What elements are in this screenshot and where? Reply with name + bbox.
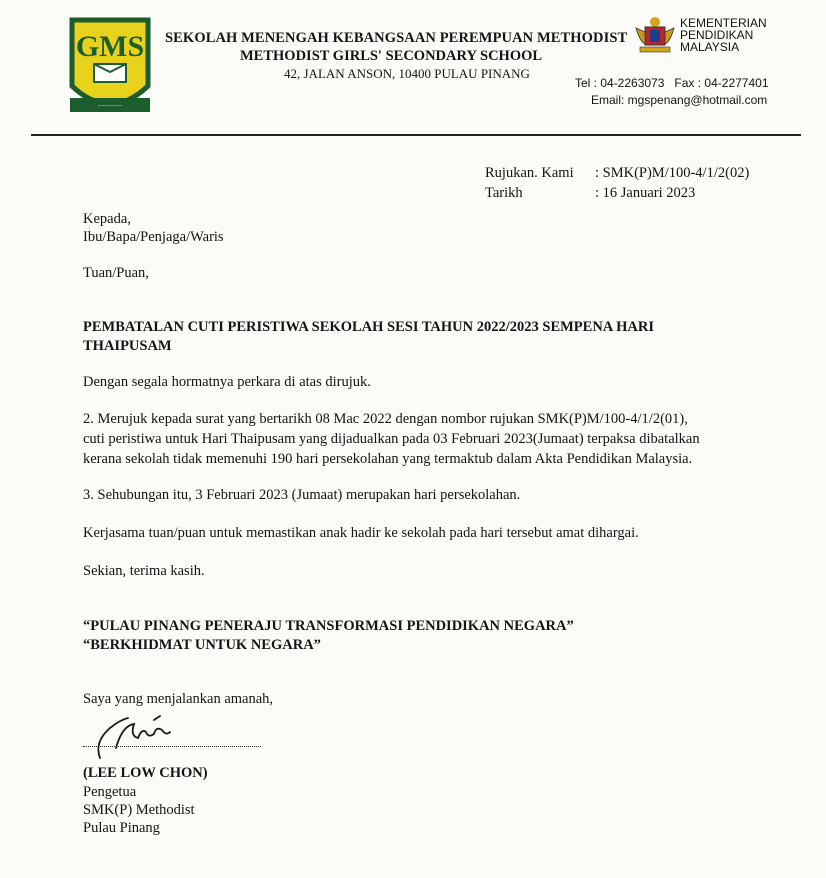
subject-line-2: THAIPUSAM [83, 338, 172, 354]
signature-line [83, 746, 261, 747]
svg-text:~~~~~~: ~~~~~~ [97, 103, 123, 110]
logo-letters: GMS [75, 30, 145, 63]
subject-line-1: PEMBATALAN CUTI PERISTIWA SEKOLAH SESI TAHUN 2022/2023 SEMPENA HARI [83, 319, 654, 335]
paragraph-4: Kerjasama tuan/puan untuk memastikan anak hadir ke sekolah pada hari tersebut amat dihargai. [83, 525, 639, 541]
header-divider [31, 134, 801, 136]
telephone-number: Tel : 04-2263073 [575, 76, 665, 90]
paragraph-2 [83, 409, 783, 469]
paragraph-3: 3. Sehubungan itu, 3 Februari 2023 (Jumaat) merupakan hari persekolahan. [83, 487, 521, 503]
opening-sentence: Dengan segala hormatnya perkara di atas dirujuk. [83, 374, 371, 390]
signatory-organization: SMK(P) Methodist [83, 802, 195, 818]
school-logo [64, 16, 156, 120]
ministry-line: PENDIDIKAN [680, 28, 754, 42]
date-value: : 16 Januari 2023 [595, 185, 696, 201]
paragraph-2-line: cuti peristiwa untuk Hari Thaipusam yang dijadualkan pada 03 Februari 2023(Jumaat) terpaksa dibatalkan [83, 431, 700, 447]
fax-number: Fax : 04-2277401 [674, 76, 769, 90]
handwritten-signature [90, 706, 200, 762]
signatory-title: Pengetua [83, 784, 137, 800]
signoff-intro: Saya yang menjalankan amanah, [83, 691, 274, 707]
paragraph-2-line: kerana sekolah tidak memenuhi 190 hari persekolahan yang termaktub dalam Akta Pendidikan Malaysia. [83, 451, 693, 467]
ministry-line: KEMENTERIAN [680, 16, 767, 30]
salutation: Tuan/Puan, [83, 265, 149, 281]
addressee-recipient: Ibu/Bapa/Penjaga/Waris [83, 229, 224, 245]
paragraph-2-line: 2. Merujuk kepada surat yang bertarikh 08 Mac 2022 dengan nombor rujukan SMK(P)M/100-4/1/2(01), [83, 411, 688, 427]
signatory-name: (LEE LOW CHON) [83, 765, 208, 781]
school-address: 42, JALAN ANSON, 10400 PULAU PINANG [284, 66, 530, 81]
signatory-location: Pulau Pinang [83, 820, 160, 836]
reference-label: Rujukan. Kami [485, 165, 574, 181]
ministry-line: MALAYSIA [680, 40, 740, 54]
school-name-english: METHODIST GIRLS' SECONDARY SCHOOL [240, 48, 543, 64]
date-line [485, 185, 695, 202]
contact-phone [575, 76, 769, 90]
malaysia-crest-icon [632, 14, 678, 54]
school-name-malay: SEKOLAH MENENGAH KEBANGSAAN PEREMPUAN METHODIST [165, 30, 628, 46]
contact-email: Email: mgspenang@hotmail.com [591, 93, 768, 107]
addressee-heading: Kepada, [83, 211, 131, 227]
ministry-name [680, 17, 767, 53]
motto-1: “PULAU PINANG PENERAJU TRANSFORMASI PENDIDIKAN NEGARA” [83, 618, 574, 634]
motto-2: “BERKHIDMAT UNTUK NEGARA” [83, 637, 321, 653]
date-label: Tarikh [485, 185, 523, 201]
reference-line [485, 165, 749, 182]
closing-thanks: Sekian, terima kasih. [83, 563, 205, 579]
reference-value: : SMK(P)M/100-4/1/2(02) [595, 165, 750, 181]
